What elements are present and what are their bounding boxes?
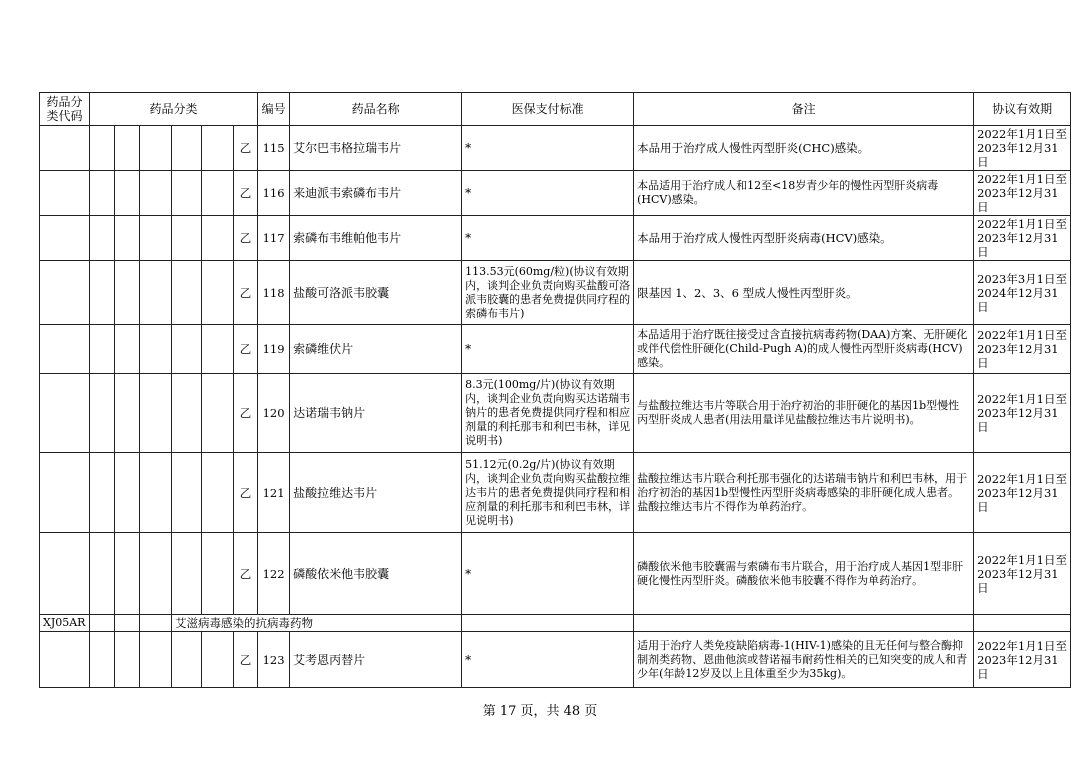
drug-name: 盐酸可洛派韦胶囊	[290, 261, 462, 325]
table-row	[40, 533, 1071, 615]
payment-standard: *	[462, 533, 634, 615]
table-row	[40, 325, 1071, 374]
drug-name: 达诺瑞韦钠片	[290, 374, 462, 453]
payment-standard: 113.53元(60mg/粒)(协议有效期内，谈判企业负责向购买盐酸可洛派韦胶囊的患者免费提供同疗程的索磷布韦片)	[462, 261, 634, 325]
payment-standard: *	[462, 171, 634, 216]
header-code: 药品分类代码	[40, 93, 90, 126]
drug-class: 乙	[234, 374, 258, 453]
validity-start: 2022年1月1日至	[977, 172, 1067, 186]
drug-name: 来迪派韦索磷布韦片	[290, 171, 462, 216]
drug-table	[39, 92, 1071, 688]
drug-remark: 磷酸依米他韦胶囊需与索磷布韦片联合，用于治疗成人基因1型非肝硬化慢性丙型肝炎。磷酸依米他韦胶囊不得作为单药治疗。	[634, 533, 974, 615]
validity-end: 2023年12月31日	[977, 652, 1059, 681]
validity-period	[974, 632, 1071, 688]
drug-class: 乙	[234, 216, 258, 261]
validity-period	[974, 216, 1071, 261]
table-row	[40, 632, 1071, 688]
drug-number: 118	[258, 261, 290, 325]
header-standard: 医保支付标准	[462, 93, 634, 126]
drug-class: 乙	[234, 632, 258, 688]
validity-end: 2023年12月31日	[977, 342, 1059, 370]
header-number: 编号	[258, 93, 290, 126]
drug-remark: 适用于治疗人类免疫缺陷病毒-1(HIV-1)感染的且无任何与整合酶抑制剂类药物、恩曲他滨或替诺福韦耐药性相关的已知突变的成人和青少年(年龄12岁及以上且体重至少为35kg)。	[634, 632, 974, 688]
drug-name: 艾考恩丙替片	[290, 632, 462, 688]
validity-period	[974, 533, 1071, 615]
drug-class: 乙	[234, 126, 258, 171]
table-row	[40, 453, 1071, 533]
validity-period	[974, 126, 1071, 171]
validity-start: 2023年3月1日至	[977, 271, 1067, 286]
drug-name: 盐酸拉维达韦片	[290, 453, 462, 533]
validity-end: 2024年12月31日	[977, 285, 1059, 314]
payment-standard: *	[462, 325, 634, 374]
payment-standard: 8.3元(100mg/片)(协议有效期内，谈判企业负责向购买达诺瑞韦钠片的患者免费提供同疗程和相应剂量的利托那韦和利巴韦林，详见说明书)	[462, 374, 634, 453]
table-row	[40, 216, 1071, 261]
header-validity: 协议有效期	[974, 93, 1071, 126]
drug-remark: 与盐酸拉维达韦片等联合用于治疗初治的非肝硬化的基因1b型慢性丙型肝炎成人患者(用法用量详见盐酸拉维达韦片说明书)。	[634, 374, 974, 453]
validity-period	[974, 453, 1071, 533]
drug-number: 121	[258, 453, 290, 533]
drug-remark: 本品用于治疗成人慢性丙型肝炎(CHC)感染。	[634, 126, 974, 171]
drug-number: 115	[258, 126, 290, 171]
drug-remark: 本品适用于治疗成人和12至<18岁青少年的慢性丙型肝炎病毒(HCV)感染。	[634, 171, 974, 216]
validity-start: 2022年1月1日至	[977, 471, 1067, 486]
drug-remark: 本品用于治疗成人慢性丙型肝炎病毒(HCV)感染。	[634, 216, 974, 261]
drug-remark: 限基因 1、2、3、6 型成人慢性丙型肝炎。	[634, 261, 974, 325]
table-header-row	[40, 93, 1071, 126]
validity-start: 2022年1月1日至	[977, 127, 1067, 141]
drug-class: 乙	[234, 533, 258, 615]
drug-name: 索磷维伏片	[290, 325, 462, 374]
header-remark: 备注	[634, 93, 974, 126]
drug-number: 116	[258, 171, 290, 216]
payment-standard: *	[462, 632, 634, 688]
drug-name: 艾尔巴韦格拉瑞韦片	[290, 126, 462, 171]
validity-end: 2023年12月31日	[977, 406, 1059, 434]
drug-name: 磷酸依米他韦胶囊	[290, 533, 462, 615]
validity-start: 2022年1月1日至	[977, 638, 1067, 653]
payment-standard: *	[462, 126, 634, 171]
validity-end: 2023年12月31日	[977, 485, 1059, 514]
header-category: 药品分类	[90, 93, 258, 126]
drug-class: 乙	[234, 171, 258, 216]
drug-number: 123	[258, 632, 290, 688]
validity-end: 2023年12月31日	[977, 141, 1059, 169]
header-name: 药品名称	[290, 93, 462, 126]
drug-class: 乙	[234, 325, 258, 374]
drug-number: 122	[258, 533, 290, 615]
table-row	[40, 261, 1071, 325]
drug-number: 119	[258, 325, 290, 374]
drug-remark: 盐酸拉维达韦片联合利托那韦强化的达诺瑞韦钠片和利巴韦林，用于治疗初治的基因1b型慢性丙型肝炎病毒感染的非肝硬化成人患者。盐酸拉维达韦片不得作为单药治疗。	[634, 453, 974, 533]
table-row	[40, 126, 1071, 171]
validity-end: 2023年12月31日	[977, 186, 1059, 214]
validity-period	[974, 171, 1071, 216]
validity-start: 2022年1月1日至	[977, 217, 1067, 231]
section-title: 艾滋病毒感染的抗病毒药物	[172, 615, 462, 632]
page-footer: 第 17 页，共 48 页	[482, 704, 598, 719]
table-row	[40, 374, 1071, 453]
drug-class: 乙	[234, 261, 258, 325]
drug-number: 117	[258, 216, 290, 261]
validity-start: 2022年1月1日至	[977, 392, 1067, 406]
drug-class: 乙	[234, 453, 258, 533]
validity-end: 2023年12月31日	[977, 566, 1059, 595]
drug-name: 索磷布韦维帕他韦片	[290, 216, 462, 261]
validity-end: 2023年12月31日	[977, 231, 1059, 259]
validity-start: 2022年1月1日至	[977, 552, 1067, 567]
table-row	[40, 171, 1071, 216]
validity-period	[974, 374, 1071, 453]
validity-period	[974, 325, 1071, 374]
drug-remark: 本品适用于治疗既往接受过含直接抗病毒药物(DAA)方案、无肝硬化或伴代偿性肝硬化(Child-Pugh A)的成人慢性丙型肝炎病毒(HCV)感染。	[634, 325, 974, 374]
validity-start: 2022年1月1日至	[977, 328, 1067, 342]
payment-standard: *	[462, 216, 634, 261]
validity-period	[974, 261, 1071, 325]
section-row	[40, 615, 1071, 632]
payment-standard: 51.12元(0.2g/片)(协议有效期内，谈判企业负责向购买盐酸拉维达韦片的患者免费提供同疗程和相应剂量的利托那韦和利巴韦林，详见说明书)	[462, 453, 634, 533]
drug-number: 120	[258, 374, 290, 453]
section-code: XJ05AR	[40, 615, 90, 632]
